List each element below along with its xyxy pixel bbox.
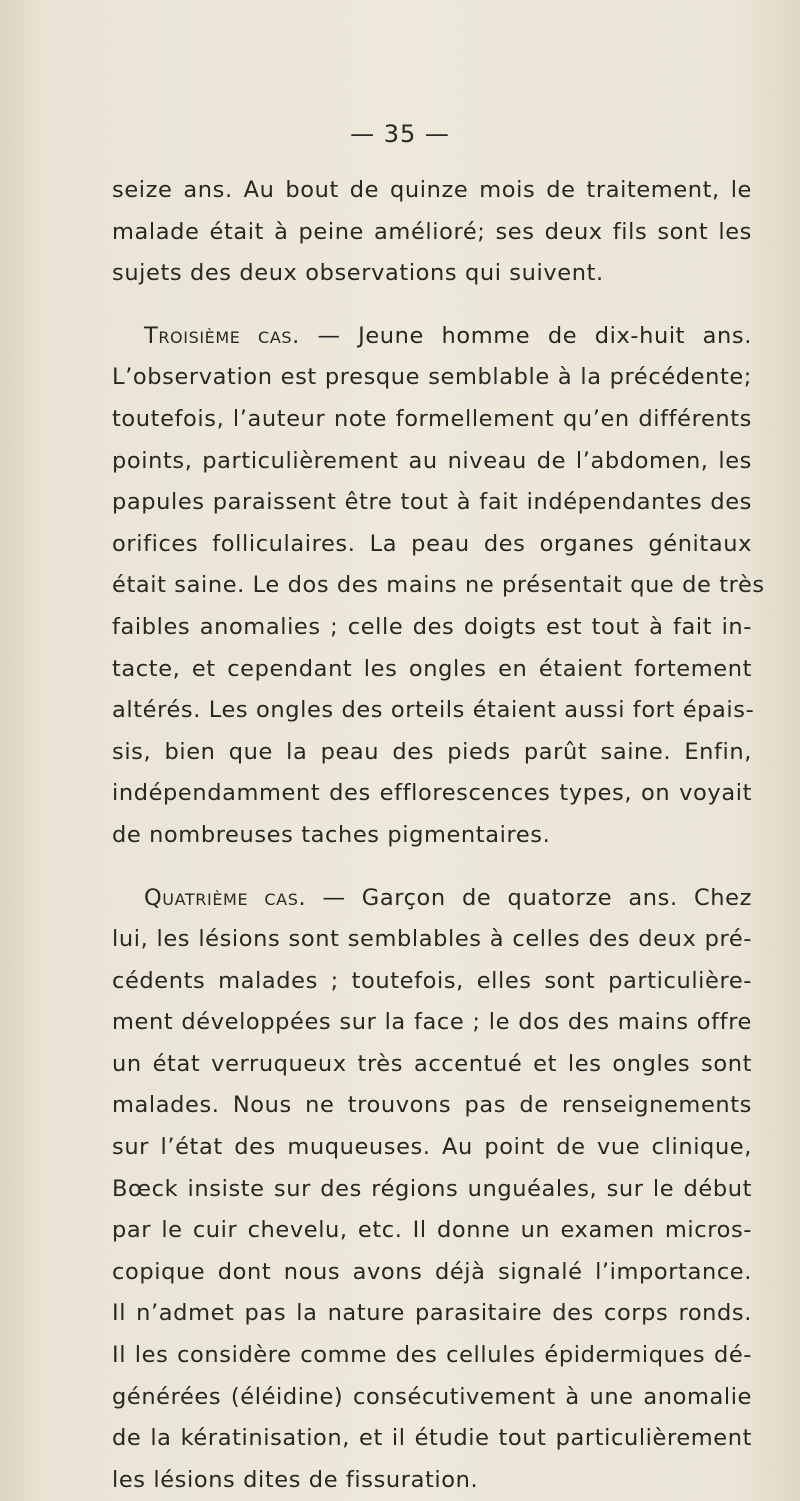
text-line: par le cuir chevelu, etc. Il donne un examen micros- (112, 1210, 752, 1252)
text-line: ment développées sur la face ; le dos des mains offre (112, 1002, 752, 1044)
text-line: cédents malades ; toutefois, elles sont particulière- (112, 961, 752, 1003)
text-line: était saine. Le dos des mains ne présentait que de très (112, 565, 752, 607)
text-line-rest: — Jeune homme de dix-huit ans. (300, 323, 752, 349)
text-line: sur l’état des muqueuses. Au point de vue clinique, (112, 1127, 752, 1169)
text-line: malade était à peine amélioré; ses deux fils sont les (112, 212, 752, 254)
text-line: Bœck insiste sur des régions unguéales, sur le début (112, 1169, 752, 1211)
body-text (112, 170, 752, 1501)
text-line: orifices folliculaires. La peau des organes génitaux (112, 524, 752, 566)
text-line: un état verruqueux très accentué et les ongles sont (112, 1044, 752, 1086)
text-line: indépendamment des efflorescences types, on voyait (112, 773, 752, 815)
text-line: faibles anomalies ; celle des doigts est tout à fait in- (112, 607, 752, 649)
text-line: lui, les lésions sont semblables à celles des deux pré- (112, 919, 752, 961)
case-heading: Troisième cas. (144, 323, 300, 349)
text-line: papules paraissent être tout à fait indépendantes des (112, 482, 752, 524)
text-line: altérés. Les ongles des orteils étaient aussi fort épais- (112, 690, 752, 732)
paragraph-troisieme-cas (112, 316, 752, 857)
text-line: de la kératinisation, et il étudie tout particulièrement (112, 1418, 752, 1460)
text-line: Il les considère comme des cellules épidermiques dé- (112, 1335, 752, 1377)
text-line: malades. Nous ne trouvons pas de renseignements (112, 1085, 752, 1127)
page-number: — 35 — (0, 120, 800, 148)
text-line (112, 316, 752, 358)
text-line: tacte, et cependant les ongles en étaient fortement (112, 649, 752, 691)
paragraph-quatrieme-cas (112, 878, 752, 1501)
text-line: seize ans. Au bout de quinze mois de traitement, le (112, 170, 752, 212)
text-line: les lésions dites de fissuration. (112, 1460, 752, 1501)
text-line-rest: — Garçon de quatorze ans. Chez (306, 885, 752, 911)
text-line: L’observation est presque semblable à la précédente; (112, 357, 752, 399)
text-line (112, 878, 752, 920)
text-line: points, particulièrement au niveau de l’abdomen, les (112, 441, 752, 483)
text-line: toutefois, l’auteur note formellement qu’en différents (112, 399, 752, 441)
text-line: Il n’admet pas la nature parasitaire des corps ronds. (112, 1293, 752, 1335)
case-heading: Quatrième cas. (144, 885, 306, 911)
text-line: générées (éléidine) consécutivement à une anomalie (112, 1377, 752, 1419)
text-line: sujets des deux observations qui suivent. (112, 253, 752, 295)
text-line: copique dont nous avons déjà signalé l’importance. (112, 1252, 752, 1294)
text-line: sis, bien que la peau des pieds parût saine. Enfin, (112, 732, 752, 774)
text-line: de nombreuses taches pigmentaires. (112, 815, 752, 857)
paragraph-1 (112, 170, 752, 295)
